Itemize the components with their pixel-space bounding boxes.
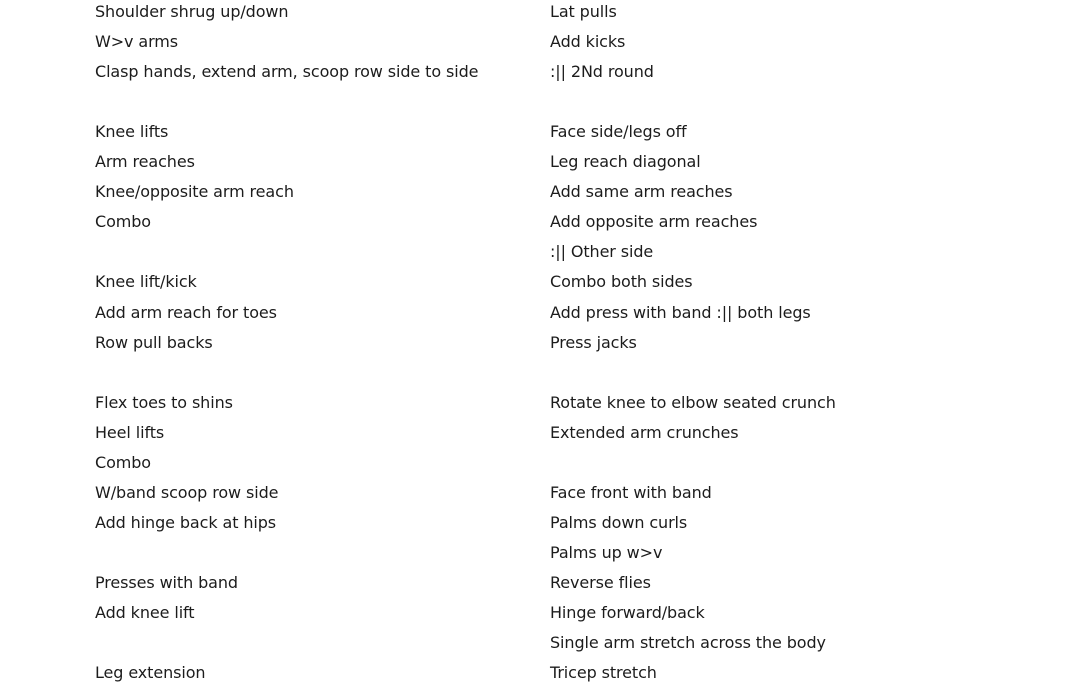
right-exercise-line: Hinge forward/back: [550, 603, 705, 622]
right-exercise-line: Palms up w>v: [550, 542, 663, 562]
right-exercise-line: :|| Other side: [550, 242, 654, 262]
left-exercise-line: Add arm reach for toes: [95, 302, 277, 322]
right-exercise-line: Extended arm crunches: [550, 422, 739, 442]
right-exercise-line: Reverse flies: [550, 572, 651, 592]
right-exercise-line: Face front with band: [550, 482, 712, 502]
right-exercise-line: Add same arm reaches: [550, 182, 733, 202]
right-exercise-line: Press jacks: [550, 332, 637, 352]
left-exercise-line: Leg extension: [95, 663, 206, 683]
right-exercise-line: Palms down curls: [550, 512, 688, 532]
left-exercise-line: Row pull backs: [95, 332, 213, 352]
right-exercise-line: Single arm stretch across the body: [550, 633, 826, 653]
left-exercise-line: Flex toes to shins: [95, 392, 233, 412]
left-exercise-line: Knee lift/kick: [95, 272, 197, 292]
left-exercise-line: Knee/opposite arm reach: [95, 182, 294, 202]
right-exercise-line: Add opposite arm reaches: [550, 212, 758, 232]
left-exercise-line: W>v arms: [95, 32, 179, 52]
left-exercise-line: Arm reaches: [95, 152, 195, 172]
right-exercise-line: Combo both sides: [550, 272, 693, 292]
right-exercise-line: Add kicks: [550, 32, 626, 52]
right-exercise-line: :|| 2Nd round: [550, 62, 654, 82]
right-exercise-line: Leg reach diagonal: [550, 152, 701, 172]
left-exercise-line: W/band scoop row side: [95, 482, 279, 502]
right-exercise-line: Add press with band :|| both legs: [550, 302, 811, 322]
left-exercise-line: Presses with band: [95, 572, 238, 592]
left-exercise-line: Add knee lift: [95, 603, 195, 622]
left-exercise-line: Knee lifts: [95, 122, 169, 142]
left-exercise-line: Add hinge back at hips: [95, 512, 277, 532]
right-exercise-line: Tricep stretch: [550, 663, 657, 683]
right-exercise-line: Lat pulls: [550, 2, 617, 21]
left-exercise-line: Combo: [95, 212, 151, 232]
right-exercise-line: Rotate knee to elbow seated crunch: [550, 392, 836, 412]
left-exercise-line: Shoulder shrug up/down: [95, 2, 289, 21]
left-exercise-line: Combo: [95, 452, 151, 472]
left-exercise-line: Clasp hands, extend arm, scoop row side to side: [95, 62, 479, 82]
right-exercise-line: Face side/legs off: [550, 122, 687, 142]
left-exercise-line: Heel lifts: [95, 422, 165, 442]
